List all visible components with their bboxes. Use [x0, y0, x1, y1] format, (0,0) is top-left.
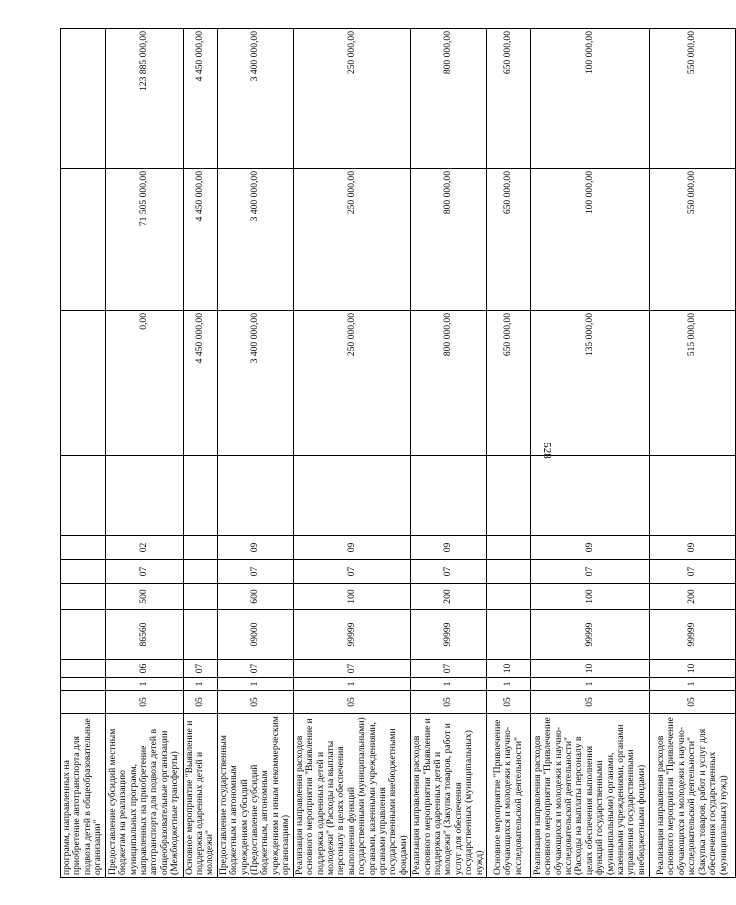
- row-code-cell: 100: [293, 584, 410, 610]
- amount-cell: [61, 169, 106, 311]
- row-code-cell: 07: [650, 560, 736, 584]
- row-code-cell: [183, 560, 217, 584]
- row-name-cell: Реализация направления расходов основного мероприятия "Выявление и поддержка одаренных детей и молодежи" (Закупка товаров, работ и услуг для обеспечения государственных (муниципальных) нужд): [411, 714, 487, 878]
- row-code-cell: [183, 456, 217, 536]
- amount-cell: [61, 311, 106, 456]
- row-code-cell: 07: [411, 560, 487, 584]
- amount-cell: 250 000,00: [293, 311, 410, 456]
- amount-cell: 250 000,00: [293, 29, 410, 169]
- row-code-cell: 05: [411, 691, 487, 714]
- amount-cell: 100 000,00: [531, 29, 650, 169]
- row-name-cell: программ, направленных на приобретение автотранспорта для подвоза детей в общеобразовательные организации": [61, 714, 106, 878]
- amount-cell: 0,00: [105, 311, 183, 456]
- row-code-cell: [487, 456, 531, 536]
- row-code-cell: 05: [293, 691, 410, 714]
- row-code-cell: [217, 456, 293, 536]
- row-code-cell: [105, 456, 183, 536]
- table-body: [61, 29, 736, 878]
- amount-cell: 123 885 000,00: [105, 29, 183, 169]
- row-code-cell: 1: [411, 678, 487, 691]
- row-name-cell: Предоставление государственным бюджетным и автономным учреждениям субсидий (Предоставление субсидий бюджетным, автономным учреждениям и иным некоммерческим организациям): [217, 714, 293, 878]
- row-code-cell: [487, 560, 531, 584]
- row-code-cell: 05: [183, 691, 217, 714]
- row-code-cell: 05: [531, 691, 650, 714]
- row-code-cell: 09: [650, 536, 736, 560]
- row-code-cell: 100: [531, 584, 650, 610]
- row-code-cell: 1: [487, 678, 531, 691]
- row-code-cell: 99999: [293, 610, 410, 660]
- row-code-cell: 1: [531, 678, 650, 691]
- row-code-cell: 200: [411, 584, 487, 610]
- amount-cell: 550 000,00: [650, 29, 736, 169]
- row-code-cell: [531, 456, 650, 536]
- amount-cell: 800 000,00: [411, 311, 487, 456]
- amount-cell: 3 400 000,00: [217, 311, 293, 456]
- amount-cell: 4 450 000,00: [183, 29, 217, 169]
- amount-cell: 650 000,00: [487, 29, 531, 169]
- table-row: [61, 29, 106, 878]
- row-code-cell: [650, 456, 736, 536]
- row-code-cell: [61, 536, 106, 560]
- row-code-cell: 09: [217, 536, 293, 560]
- row-code-cell: [61, 691, 106, 714]
- row-code-cell: 02: [105, 536, 183, 560]
- row-code-cell: 09: [531, 536, 650, 560]
- rotated-page: [60, 29, 729, 878]
- table-row: [217, 29, 293, 878]
- row-code-cell: [183, 610, 217, 660]
- amount-cell: [61, 29, 106, 169]
- row-code-cell: 05: [217, 691, 293, 714]
- row-code-cell: 07: [531, 560, 650, 584]
- row-code-cell: 10: [531, 660, 650, 678]
- amount-cell: 250 000,00: [293, 169, 410, 311]
- row-code-cell: 07: [183, 660, 217, 678]
- row-code-cell: 99999: [650, 610, 736, 660]
- row-code-cell: 07: [411, 660, 487, 678]
- table-row: [183, 29, 217, 878]
- row-code-cell: 07: [217, 660, 293, 678]
- row-name-cell: Реализация направления расходов основного мероприятия "Привлечение обучающихся и молодежи к научно-исследовательской деятельности" (Закупка товаров, работ и услуг для обеспечения государственных (муниципальных) нужд): [650, 714, 736, 878]
- row-name-cell: Реализация направления расходов основного мероприятия "Привлечение обучающихся и молодежи к научно-исследовательской деятельности" (Расходы на выплаты персоналу в целях обеспечения выполнения функций государственными (муниципальными) органами, казенными учреждениями, органами управления государственными внебюджетными фондами): [531, 714, 650, 878]
- amount-cell: 3 400 000,00: [217, 29, 293, 169]
- row-code-cell: 07: [217, 560, 293, 584]
- row-code-cell: 1: [183, 678, 217, 691]
- amount-cell: 4 450 000,00: [183, 169, 217, 311]
- row-code-cell: 86560: [105, 610, 183, 660]
- row-code-cell: 05: [650, 691, 736, 714]
- row-code-cell: 10: [650, 660, 736, 678]
- row-name-cell: Реализация направления расходов основного мероприятия "Выявление и поддержка одаренных детей и молодежи" (Расходы на выплаты персоналу в целях обеспечения выполнения функций государственными (муниципальными) органами, казенными учреждениями, органами управления государственными внебюджетными фондами): [293, 714, 410, 878]
- amount-cell: 650 000,00: [487, 169, 531, 311]
- row-code-cell: 09: [293, 536, 410, 560]
- row-code-cell: 1: [105, 678, 183, 691]
- table-row: [411, 29, 487, 878]
- amount-cell: 550 000,00: [650, 169, 736, 311]
- table-row: [293, 29, 410, 878]
- row-code-cell: 07: [105, 560, 183, 584]
- row-code-cell: 1: [650, 678, 736, 691]
- row-code-cell: 05: [487, 691, 531, 714]
- row-code-cell: [487, 610, 531, 660]
- amount-cell: 515 000,00: [650, 311, 736, 456]
- table-row: [105, 29, 183, 878]
- row-code-cell: [61, 660, 106, 678]
- row-code-cell: 05: [105, 691, 183, 714]
- amount-cell: 800 000,00: [411, 29, 487, 169]
- row-code-cell: 600: [217, 584, 293, 610]
- row-code-cell: 500: [105, 584, 183, 610]
- row-code-cell: [61, 610, 106, 660]
- row-name-cell: Основное мероприятие "Выявление и поддержка одаренных детей и молодежи": [183, 714, 217, 878]
- row-code-cell: 07: [293, 560, 410, 584]
- row-code-cell: [183, 584, 217, 610]
- table-row: [650, 29, 736, 878]
- row-code-cell: 10: [487, 660, 531, 678]
- row-code-cell: 1: [217, 678, 293, 691]
- row-code-cell: [183, 536, 217, 560]
- row-code-cell: 09: [411, 536, 487, 560]
- amount-cell: 4 450 000,00: [183, 311, 217, 456]
- page-number: 528: [540, 442, 553, 459]
- amount-cell: 135 000,00: [531, 311, 650, 456]
- row-code-cell: 200: [650, 584, 736, 610]
- table-row: [531, 29, 650, 878]
- row-code-cell: 99999: [411, 610, 487, 660]
- amount-cell: 100 000,00: [531, 169, 650, 311]
- row-code-cell: [61, 584, 106, 610]
- amount-cell: 71 505 000,00: [105, 169, 183, 311]
- amount-cell: 650 000,00: [487, 311, 531, 456]
- row-code-cell: [487, 584, 531, 610]
- row-code-cell: [411, 456, 487, 536]
- row-code-cell: 1: [293, 678, 410, 691]
- row-code-cell: 09000: [217, 610, 293, 660]
- row-code-cell: [487, 536, 531, 560]
- row-code-cell: [293, 456, 410, 536]
- amount-cell: 800 000,00: [411, 169, 487, 311]
- row-name-cell: Предоставление субсидий местным бюджетам на реализацию муниципальных программ, направленных на приобретение автотранспорта для подвоза детей в общеобразовательные организации (Межбюджетные трансферты): [105, 714, 183, 878]
- budget-table: [60, 28, 736, 878]
- row-code-cell: [61, 456, 106, 536]
- row-code-cell: 06: [105, 660, 183, 678]
- row-name-cell: Основное мероприятие "Привлечение обучающихся и молодежи к научно-исследовательской деятельности": [487, 714, 531, 878]
- row-code-cell: 99999: [531, 610, 650, 660]
- row-code-cell: [61, 560, 106, 584]
- row-code-cell: 07: [293, 660, 410, 678]
- amount-cell: 3 400 000,00: [217, 169, 293, 311]
- row-code-cell: [61, 678, 106, 691]
- table-row: [487, 29, 531, 878]
